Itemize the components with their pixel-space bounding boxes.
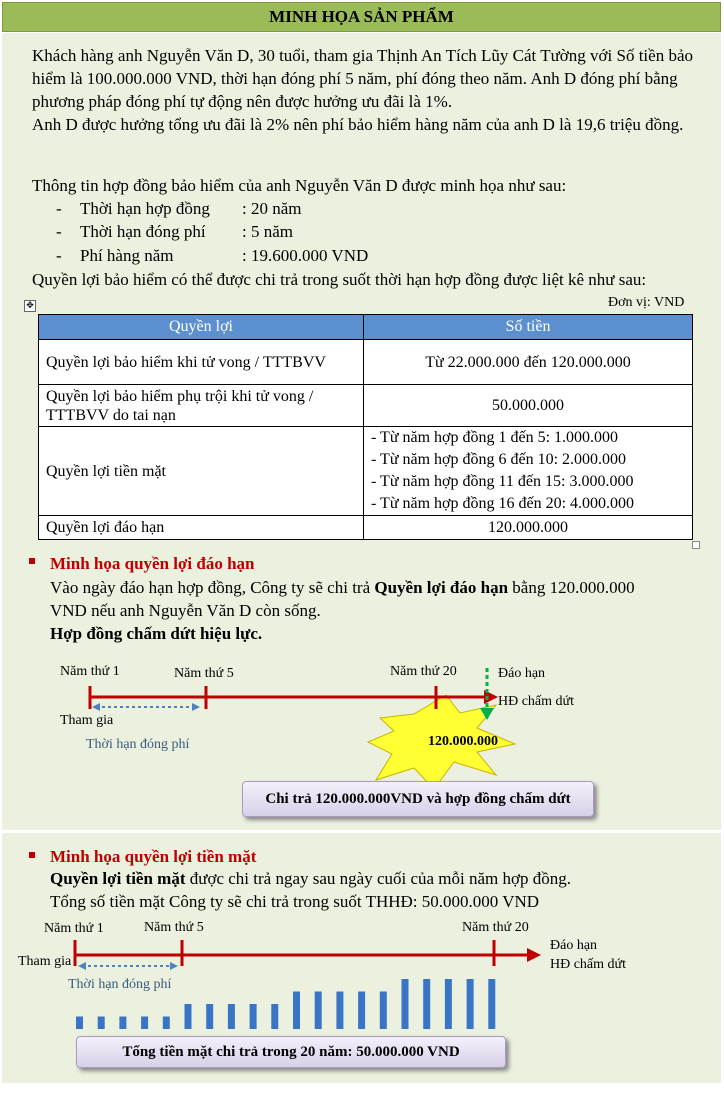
cash-bar-year-11 — [293, 992, 300, 1030]
detail-label-premium-term: Thời hạn đóng phí — [80, 222, 206, 241]
maturity-line-1-post: bằng 120.000.000 — [508, 578, 635, 597]
cash-label-premium-term: Thời hạn đóng phí — [68, 977, 172, 992]
label-premium-term: Thời hạn đóng phí — [86, 737, 190, 752]
cash-label-maturity: Đáo hạn — [550, 938, 598, 953]
maturity-line-3: Hợp đồng chấm dứt hiệu lực. — [50, 624, 263, 643]
maturity-line-2: VND nếu anh Nguyễn Văn D còn sống. — [50, 601, 321, 620]
table-cell-amount: Từ 22.000.000 đến 120.000.000 — [364, 340, 693, 385]
intro-paragraph-2: Anh D được hưởng tổng ưu đãi là 2% nên phí bảo hiểm hàng năm của anh D là 19,6 triệu đồng. — [32, 115, 684, 134]
cash-bar-year-14 — [358, 992, 365, 1030]
detail-dash: - — [56, 222, 62, 241]
cash-bar-year-20 — [488, 979, 495, 1029]
cash-amount-line: - Từ năm hợp đồng 1 đến 5: 1.000.000 — [371, 429, 619, 446]
cash-bar-year-13 — [336, 992, 343, 1030]
detail-label-contract-term: Thời hạn hợp đồng — [80, 199, 210, 218]
table-cell-benefit: Quyền lợi bảo hiểm phụ trội khi tử vong / TTTBVV do tai nạn — [39, 385, 364, 427]
cash-amount-line: - Từ năm hợp đồng 16 đến 20: 4.000.000 — [371, 495, 635, 512]
maturity-title: Minh họa quyền lợi đáo hạn — [50, 554, 255, 573]
cash-amount-line: - Từ năm hợp đồng 6 đến 10: 2.000.000 — [371, 451, 627, 468]
label-contract-end: HĐ chấm dứt — [498, 694, 575, 709]
table-header-amount: Số tiền — [364, 315, 693, 340]
cash-timeline-arrowhead — [527, 948, 541, 962]
cash-bar-year-15 — [380, 992, 387, 1030]
cash-label-contract-end: HĐ chấm dứt — [550, 957, 627, 972]
detail-value-premium-term: : 5 năm — [242, 222, 293, 241]
cash-bar-year-19 — [467, 979, 474, 1029]
cash-amount-line: - Từ năm hợp đồng 11 đến 15: 3.000.000 — [371, 473, 634, 490]
cash-line-2: Tổng số tiền mặt Công ty sẽ chi trả trong suốt THHĐ: 50.000.000 VND — [50, 892, 540, 911]
cash-bar-year-7 — [206, 1004, 213, 1029]
cash-callout-box: Tổng tiền mặt chi trả trong 20 năm: 50.000.000 VND — [76, 1036, 506, 1068]
cash-premium-right-arrow — [170, 962, 178, 970]
cash-bar-year-6 — [185, 1004, 192, 1029]
cash-bar-year-17 — [423, 979, 430, 1029]
cash-bar-year-3 — [119, 1017, 126, 1030]
table-move-handle-icon[interactable]: ✥ — [24, 300, 36, 312]
contract-intro: Thông tin hợp đồng bảo hiểm của anh Nguyễn Văn D được minh họa như sau: — [32, 176, 567, 195]
label-year-20: Năm thứ 20 — [390, 664, 457, 679]
detail-value-contract-term: : 20 năm — [242, 199, 302, 218]
cash-bar-year-8 — [228, 1004, 235, 1029]
table-cell-benefit: Quyền lợi đáo hạn — [39, 516, 364, 540]
label-year-1: Năm thứ 1 — [60, 664, 120, 679]
detail-dash: - — [56, 246, 62, 265]
cash-bar-year-5 — [163, 1017, 170, 1030]
page-title: MINH HỌA SẢN PHẨM — [2, 2, 721, 32]
cash-bar-year-10 — [271, 1004, 278, 1029]
cash-label-year-1: Năm thứ 1 — [44, 921, 104, 936]
burst-value: 120.000.000 — [428, 734, 498, 749]
maturity-line-1-bold: Quyền lợi đáo hạn — [374, 578, 509, 597]
table-cell-amount: 50.000.000 — [364, 385, 693, 427]
label-maturity: Đáo hạn — [498, 666, 546, 681]
cash-line-1-bold: Quyền lợi tiền mặt — [50, 869, 186, 888]
cash-bar-year-2 — [98, 1017, 105, 1030]
maturity-line-1-pre: Vào ngày đáo hạn hợp đồng, Công ty sẽ chi trả — [50, 578, 375, 597]
cash-bar-year-9 — [250, 1004, 257, 1029]
cash-premium-left-arrow — [78, 962, 86, 970]
label-year-5: Năm thứ 5 — [174, 666, 234, 681]
table-cell-amount: 120.000.000 — [364, 516, 693, 540]
cash-title: Minh họa quyền lợi tiền mặt — [50, 847, 257, 866]
cash-bar-year-16 — [402, 979, 409, 1029]
detail-value-annual-premium: : 19.600.000 VND — [242, 246, 369, 265]
maturity-callout-box: Chi trả 120.000.000VND và hợp đồng chấm dứt — [242, 781, 594, 817]
detail-dash: - — [56, 199, 62, 218]
cash-bar-year-12 — [315, 992, 322, 1030]
cash-label-year-5: Năm thứ 5 — [144, 920, 204, 935]
detail-label-annual-premium: Phí hàng năm — [80, 246, 174, 265]
cash-bar-year-1 — [76, 1017, 83, 1030]
table-header-benefit: Quyền lợi — [39, 315, 364, 340]
table-unit: Đơn vị: VND — [608, 295, 685, 310]
table-cell-benefit: Quyền lợi bảo hiểm khi tử vong / TTTBVV — [39, 340, 364, 385]
cash-bar-year-4 — [141, 1017, 148, 1030]
cash-label-year-20: Năm thứ 20 — [462, 920, 529, 935]
cash-line-1-post: được chi trả ngay sau ngày cuối của mỗi năm hợp đồng. — [185, 869, 572, 888]
cash-label-join: Tham gia — [18, 954, 72, 969]
intro-paragraph-1: Khách hàng anh Nguyễn Văn D, 30 tuổi, tham gia Thịnh An Tích Lũy Cát Tường với Số tiền bảo hiểm là 100.000.000 VND, thời hạn đóng phí 5 năm, phí đóng theo năm. Anh D đóng phí bằng phương pháp đóng phí tự động nên được hưởng ưu đãi là 1%. — [32, 46, 693, 111]
table-cell-benefit: Quyền lợi tiền mặt — [39, 427, 364, 516]
benefit-intro: Quyền lợi bảo hiểm có thể được chi trả trong suốt thời hạn hợp đồng được liệt kê như sau: — [32, 270, 647, 289]
label-join: Tham gia — [60, 713, 114, 728]
cash-bar-year-18 — [445, 979, 452, 1029]
